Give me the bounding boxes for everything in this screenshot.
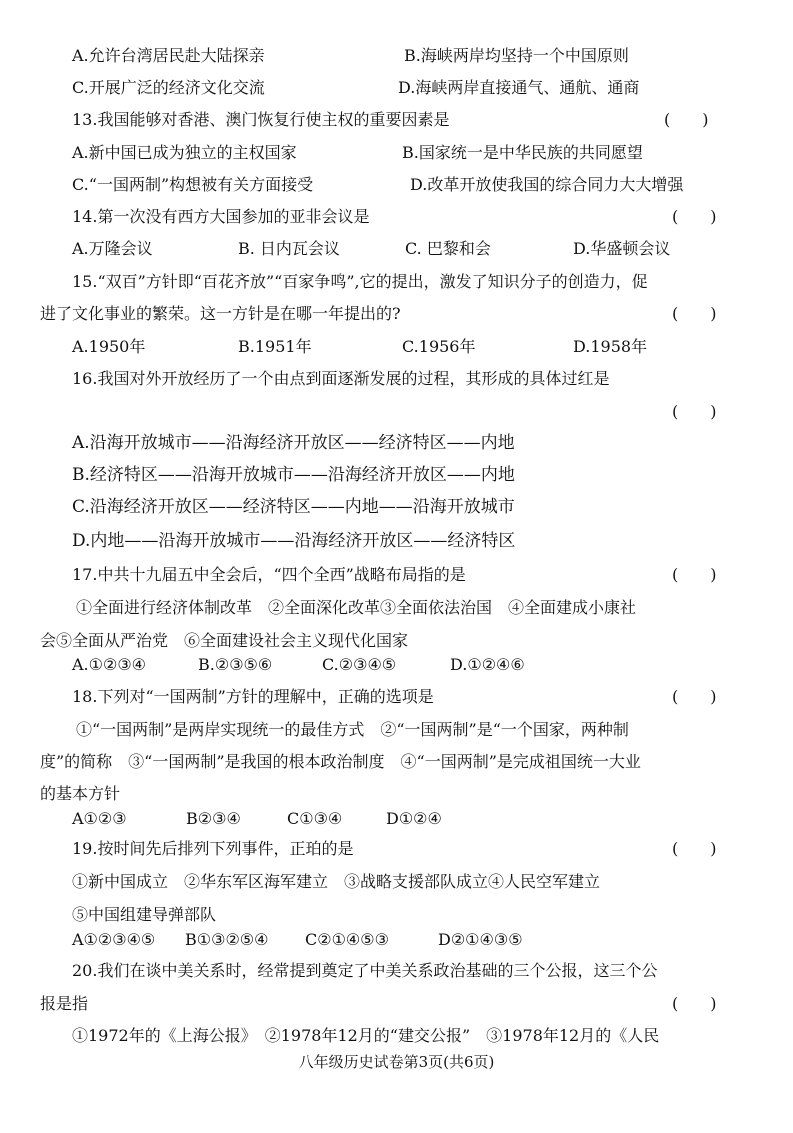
q16-option-d: D.内地——沿海开放城市——沿海经济开放区——经济特区 [72, 531, 516, 551]
q19-option-c: C②①④⑤③ [305, 930, 389, 949]
q19-answer-paren: ( ) [672, 839, 717, 858]
q12-option-c: C.开展广泛的经济文化交流 [72, 78, 265, 97]
q18-option-a: A①②③ [72, 809, 127, 828]
q18-items-line2: 度”的简称 ③“一国两制”是我国的根本政治制度 ④“一国两制”是完成祖国统一大业 [40, 752, 641, 771]
q19-option-b: B①③②⑤④ [185, 930, 269, 949]
q16-answer-paren: ( ) [672, 402, 717, 421]
q17-items-line2: 会⑤全面从严治党 ⑥全面建设社会主义现代化国家 [40, 631, 409, 650]
q20-stem-line2: 报是指 [40, 994, 89, 1013]
q16-option-b: B.经济特区——沿海开放城市——沿海经济开放区——内地 [72, 465, 515, 485]
page-footer: 八年级历史试卷第3页(共6页) [298, 1053, 495, 1071]
q13-answer-paren: ( ) [664, 110, 709, 129]
q18-answer-paren: ( ) [672, 687, 717, 706]
q18-option-c: C①③④ [287, 809, 343, 828]
q14-option-d: D.华盛顿会议 [573, 239, 671, 258]
q14-stem: 14.第一次没有西方大国参加的亚非会议是 [72, 207, 370, 226]
q20-stem-line1: 20.我们在谈中美关系时，经常提到奠定了中美关系政治基础的三个公报，这三个公 [72, 961, 658, 980]
q20-items-line1: ①1972年的《上海公报》 ②1978年12月的“建交公报” ③1978年12月的《人民 [72, 1026, 660, 1045]
q19-option-d: D②①④③⑤ [438, 930, 523, 949]
q19-option-a: A①②③④⑤ [72, 930, 156, 949]
q15-option-d: D.1958年 [573, 337, 648, 356]
q19-items-line1: ①新中国成立 ②华东军区海军建立 ③战略支援部队成立④人民空军建立 [72, 872, 601, 891]
q18-items-line1: ①“一国两制”是两岸实现统一的最佳方式 ②“一国两制”是“一个国家，两种制 [76, 720, 629, 739]
q20-answer-paren: ( ) [672, 994, 717, 1013]
q13-option-b: B.国家统一是中华民族的共同愿望 [402, 143, 643, 162]
q17-option-c: C.②③④⑤ [322, 655, 397, 674]
q15-option-b: B.1951年 [238, 337, 312, 356]
q17-option-b: B.②③⑤⑥ [198, 655, 273, 674]
q17-option-d: D.①②④⑥ [450, 655, 525, 674]
q15-stem-line1: 15.“双百”方针即“百花齐放”“百家争鸣”,它的提出，激发了知识分子的创造力，促 [72, 272, 648, 291]
q17-stem: 17.中共十九届五中全会后，“四个全西”战略布局指的是 [72, 565, 466, 584]
q16-stem: 16.我国对外开放经历了一个由点到面逐渐发展的过程，其形成的具体过红是 [72, 369, 610, 388]
q13-option-a: A.新中国已成为独立的主权国家 [72, 143, 297, 162]
q12-option-b: B.海峡两岸均坚持一个中国原则 [404, 46, 629, 65]
q14-option-b: B. 日内瓦会议 [238, 239, 340, 258]
q16-option-c: C.沿海经济开放区——经济特区——内地——沿海开放城市 [72, 497, 515, 517]
q19-stem: 19.按时间先后排列下列事件，正珀的是 [72, 839, 354, 858]
q14-option-c: C. 巴黎和会 [405, 239, 491, 258]
q18-option-b: B②③④ [186, 809, 241, 828]
q18-option-d: D①②④ [386, 809, 442, 828]
q14-option-a: A.万隆会议 [72, 239, 153, 258]
q18-stem: 18.下列对“一国两制”方针的理解中，正确的选项是 [72, 687, 434, 706]
q17-option-a: A.①②③④ [72, 655, 147, 674]
q13-option-d: D.改革开放使我国的综合同力大大增强 [410, 175, 684, 194]
q12-option-d: D.海峡两岸直接通气、通航、通商 [398, 78, 640, 97]
q18-items-line3: 的基本方针 [40, 784, 121, 803]
q15-stem-line2: 进了文化事业的繁荣。这一方针是在哪一年提出的? [40, 304, 401, 323]
q19-items-line2: ⑤中国组建导弹部队 [72, 905, 217, 924]
q13-option-c: C.“一国两制”构想被有关方面接受 [72, 175, 314, 194]
q16-option-a: A.沿海开放城市——沿海经济开放区——经济特区——内地 [72, 433, 515, 453]
q13-stem: 13.我国能够对香港、澳门恢复行使主权的重要因素是 [72, 110, 450, 129]
q15-option-c: C.1956年 [402, 337, 476, 356]
q15-option-a: A.1950年 [72, 337, 146, 356]
q15-answer-paren: ( ) [672, 304, 717, 323]
q12-option-a: A.允许台湾居民赴大陆探亲 [72, 46, 265, 65]
q14-answer-paren: ( ) [672, 207, 717, 226]
q17-items-line1: ①全面进行经济体制改革 ②全面深化改革③全面依法治国 ④全面建成小康社 [76, 598, 637, 617]
q17-answer-paren: ( ) [672, 565, 717, 584]
